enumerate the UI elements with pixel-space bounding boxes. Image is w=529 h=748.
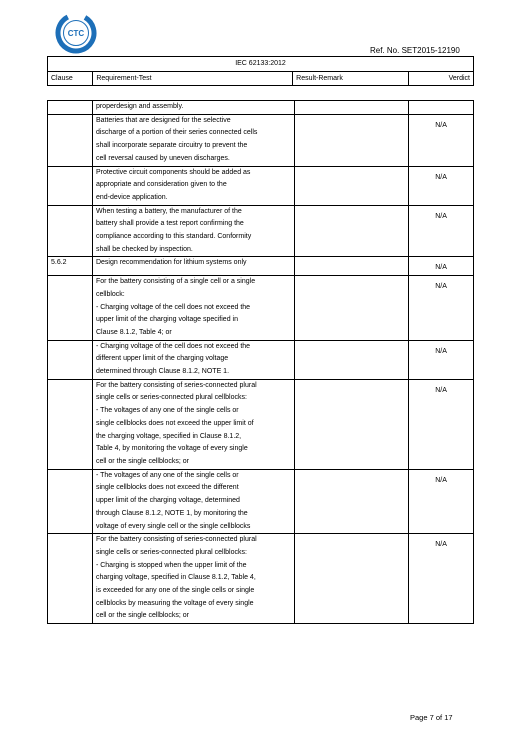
requirement-line: different upper limit of the charging voltage xyxy=(95,355,229,363)
requirement-cell xyxy=(92,257,294,276)
requirement-cell xyxy=(92,114,294,166)
result-cell xyxy=(294,257,408,276)
requirement-line: - Charging voltage of the cell does not exceed the xyxy=(95,303,251,311)
requirement-line: single cells or series-connected plural cellblocks: xyxy=(95,394,247,402)
requirement-cell xyxy=(92,379,294,469)
verdict-cell: N/A xyxy=(409,379,474,469)
requirement-line: When testing a battery, the manufacturer of the xyxy=(95,207,242,215)
clause-cell xyxy=(48,340,93,379)
requirement-cell xyxy=(92,205,294,257)
table-row xyxy=(48,340,474,379)
page-number: Page 7 of 17 xyxy=(410,713,453,722)
column-header-requirement: Requirement-Test xyxy=(93,71,293,86)
table-row xyxy=(48,101,474,115)
requirement-line: single cellblocks does not exceed the upper limit of xyxy=(95,419,254,427)
clause-cell xyxy=(48,276,93,341)
requirement-line: For the battery consisting of a single cell or a single xyxy=(95,278,256,286)
requirement-cell xyxy=(92,101,294,115)
logo-text: CTC xyxy=(67,29,85,38)
requirement-line: single cells or series-connected plural cellblocks: xyxy=(95,548,247,556)
clause-cell xyxy=(48,114,93,166)
table-row xyxy=(48,257,474,276)
requirement-line: - Charging voltage of the cell does not exceed the xyxy=(95,342,251,350)
requirement-line: properdesign and assembly. xyxy=(95,103,184,110)
report-table-header xyxy=(47,56,474,86)
requirement-line: For the battery consisting of series-connected plural xyxy=(95,536,257,544)
table-row xyxy=(48,534,474,624)
requirement-line: - Charging is stopped when the upper limit of the xyxy=(95,561,247,569)
result-cell xyxy=(294,166,408,205)
requirement-line: the charging voltage, specified in Clause 8.1.2, xyxy=(95,432,242,440)
clause-cell xyxy=(48,166,93,205)
table-row xyxy=(48,469,474,534)
table-row xyxy=(48,276,474,341)
table-row xyxy=(48,114,474,166)
requirement-line: appropriate and consideration given to the xyxy=(95,181,227,189)
clause-cell xyxy=(48,205,93,257)
requirement-line: Design recommendation for lithium systems only xyxy=(95,259,247,267)
requirement-cell xyxy=(92,166,294,205)
verdict-cell: N/A xyxy=(409,114,474,166)
verdict-cell: N/A xyxy=(409,340,474,379)
clause-cell: 5.6.2 xyxy=(48,257,93,276)
result-cell xyxy=(294,276,408,341)
requirement-line: determined through Clause 8.1.2, NOTE 1. xyxy=(95,368,230,376)
verdict-cell: N/A xyxy=(409,276,474,341)
verdict-cell: N/A xyxy=(409,469,474,534)
requirements-rows xyxy=(48,101,474,624)
table-row xyxy=(48,166,474,205)
column-header-result: Result-Remark xyxy=(293,71,409,86)
requirement-line: shall incorporate separate circuitry to prevent the xyxy=(95,142,248,150)
verdict-cell: N/A xyxy=(409,257,474,276)
result-cell xyxy=(294,534,408,624)
result-cell xyxy=(294,379,408,469)
result-cell xyxy=(294,205,408,257)
reference-number: Ref. No. SET2015-12190 xyxy=(370,46,460,55)
verdict-cell: N/A xyxy=(409,166,474,205)
requirement-line: Table 4, by monitoring the voltage of every single xyxy=(95,445,248,453)
clause-cell xyxy=(48,379,93,469)
verdict-cell xyxy=(409,101,474,115)
requirement-line: is exceeded for any one of the single cells or single xyxy=(95,587,255,595)
requirement-cell xyxy=(92,276,294,341)
verdict-cell: N/A xyxy=(409,534,474,624)
column-header-clause: Clause xyxy=(48,71,93,86)
table-row xyxy=(48,379,474,469)
clause-cell xyxy=(48,101,93,115)
requirement-cell xyxy=(92,534,294,624)
result-cell xyxy=(294,114,408,166)
requirement-line: compliance according to this standard. Conformity xyxy=(95,233,252,241)
requirement-line: discharge of a portion of their series connected cells xyxy=(95,129,258,137)
requirement-line: - The voltages of any one of the single cells or xyxy=(95,471,239,479)
clause-cell xyxy=(48,469,93,534)
table-row xyxy=(48,205,474,257)
requirement-line: For the battery consisting of series-connected plural xyxy=(95,381,257,389)
requirement-line: upper limit of the charging voltage specified in xyxy=(95,316,238,324)
requirement-line: cellblocks by measuring the voltage of every single xyxy=(95,599,254,607)
result-cell xyxy=(294,340,408,379)
requirement-line: cell or the single cellblocks; or xyxy=(95,612,189,620)
requirement-line: voltage of every single cell or the single cellblocks xyxy=(95,522,251,530)
requirement-line: upper limit of the charging voltage, determined xyxy=(95,497,240,505)
requirement-line: single cellblocks does not exceed the different xyxy=(95,484,239,492)
requirement-line: Batteries that are designed for the selective xyxy=(95,116,231,124)
column-header-verdict: Verdict xyxy=(408,71,473,86)
verdict-cell: N/A xyxy=(409,205,474,257)
requirement-line: cell or the single cellblocks; or xyxy=(95,457,189,465)
requirement-line: cell reversal caused by uneven discharges. xyxy=(95,154,230,162)
requirement-line: Clause 8.1.2, Table 4; or xyxy=(95,328,172,336)
requirement-line: charging voltage, specified in Clause 8.1.2, Table 4, xyxy=(95,574,256,582)
result-cell xyxy=(294,469,408,534)
requirement-line: - The voltages of any one of the single cells or xyxy=(95,407,239,415)
requirement-cell xyxy=(92,469,294,534)
standard-title: IEC 62133:2012 xyxy=(48,57,474,72)
requirement-line: shall be checked by inspection. xyxy=(95,245,193,253)
requirement-line: end-device application. xyxy=(95,193,168,201)
ctc-logo xyxy=(55,12,97,54)
clause-cell xyxy=(48,534,93,624)
result-cell xyxy=(294,101,408,115)
requirement-line: battery shall provide a test report confirming the xyxy=(95,220,244,228)
requirement-cell xyxy=(92,340,294,379)
requirement-line: cellblock: xyxy=(95,290,125,298)
requirement-line: through Clause 8.1.2, NOTE 1, by monitoring the xyxy=(95,509,248,517)
requirement-line: Protective circuit components should be added as xyxy=(95,168,251,176)
requirements-table xyxy=(47,100,474,624)
